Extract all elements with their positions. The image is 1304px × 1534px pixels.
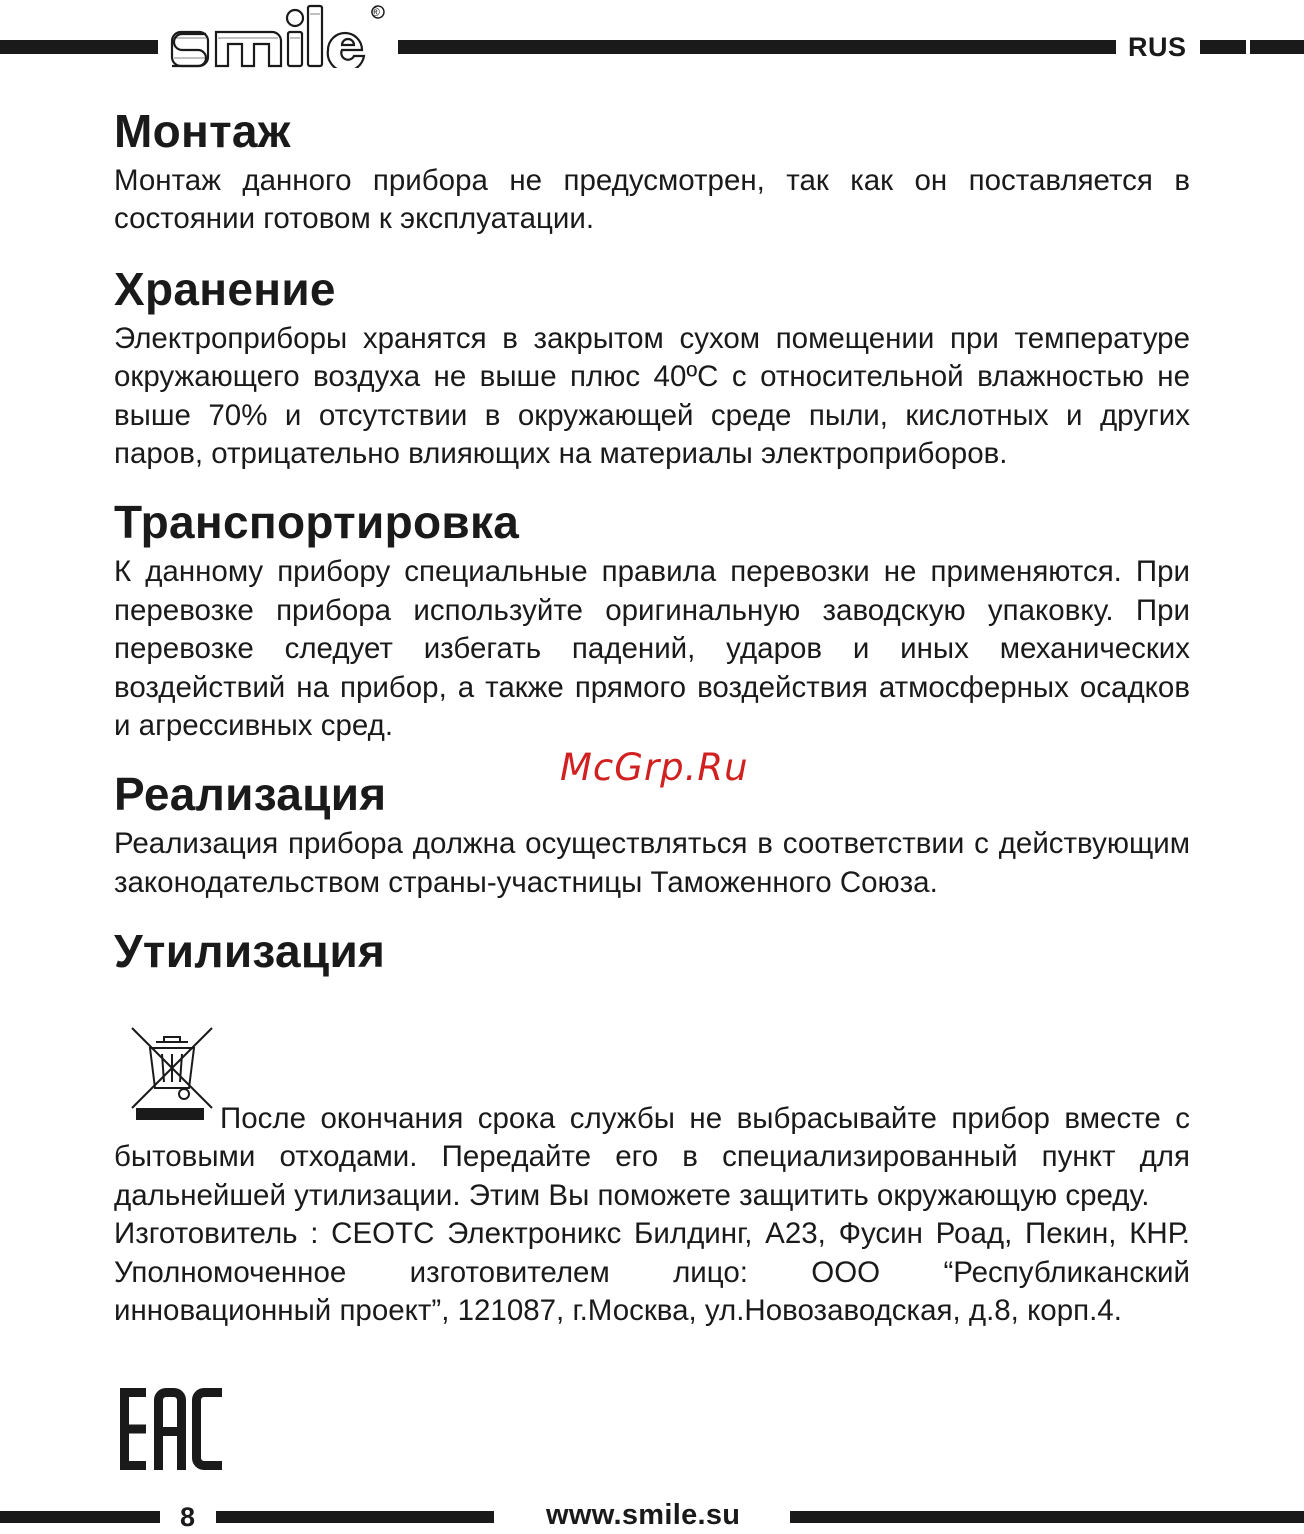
- document-body: [114, 100, 1190, 1000]
- language-label: RUS: [1128, 32, 1187, 62]
- section-paragraph: К данному прибору специальные правила перевозки не применяются. При перевозке прибора используйте оригинальную заводскую упаковку. При перевозке следует избегать падений, ударов и иных механических воздействий на прибор, а также прямого воздействия атмосферных осадков и агрессивных сред.: [114, 555, 1190, 743]
- section-heading: Утилизация: [114, 925, 386, 978]
- section-disposal: [114, 920, 1190, 982]
- manufacturer-paragraph: Изготовитель : CEOTC Электроникс Билдинг, А23, Фусин Роад, Пекин, КНР. Уполномоченное изготовителем лицо: ООО “Республиканский инновационный проект”, 121087, г.Москва, ул.Новозаводская, д.8, корп.4.: [114, 1217, 1190, 1328]
- footer-rule-left: [0, 1511, 160, 1523]
- section-paragraph: Монтаж данного прибора не предусмотрен, так как он поставляется в состоянии готовом к эксплуатации.: [114, 164, 1190, 236]
- header-rule-middle: [398, 40, 1116, 54]
- header-rule-left: [0, 40, 158, 54]
- disposal-text-block: [114, 1100, 1190, 1330]
- section-heading: Транспортировка: [114, 496, 520, 549]
- smile-logo: [168, 2, 386, 68]
- eac-certification-mark: [118, 1388, 222, 1470]
- footer-rule-right: [790, 1511, 1304, 1523]
- watermark: McGrp.Ru: [560, 746, 749, 789]
- section-transportation: [114, 491, 1190, 745]
- footer-rule-middle: [216, 1511, 494, 1523]
- section-storage: [114, 258, 1190, 474]
- website-link[interactable]: www.smile.su: [546, 1499, 741, 1531]
- header-rule-right-2: [1250, 40, 1304, 54]
- section-paragraph: Реализация прибора должна осуществляться в соответствии с действующим законодательством страны-участницы Таможенного Союза.: [114, 827, 1190, 899]
- header-rule-right-1: [1200, 40, 1246, 54]
- section-mounting: [114, 100, 1190, 239]
- section-heading: Хранение: [114, 262, 336, 315]
- section-paragraph: Электроприборы хранятся в закрытом сухом помещении при температуре окружающего воздуха не выше плюс 40ºС с относительной влажностью не выше 70% и отсутствии в окружающей среде пыли, кислотных и других паров, отрицательно влияющих на материалы электроприборов.: [114, 321, 1190, 471]
- page-number: 8: [180, 1502, 196, 1532]
- section-heading: Монтаж: [114, 105, 291, 157]
- disposal-paragraph: После окончания срока службы не выбрасывайте прибор вместе с бытовыми отходами. Передайте его в специализированный пункт для дальнейшей утилизации. Этим Вы поможете защитить окружающую среду.: [114, 1102, 1190, 1212]
- section-heading: Реализация: [114, 768, 387, 821]
- registered-mark: ®: [371, 5, 381, 19]
